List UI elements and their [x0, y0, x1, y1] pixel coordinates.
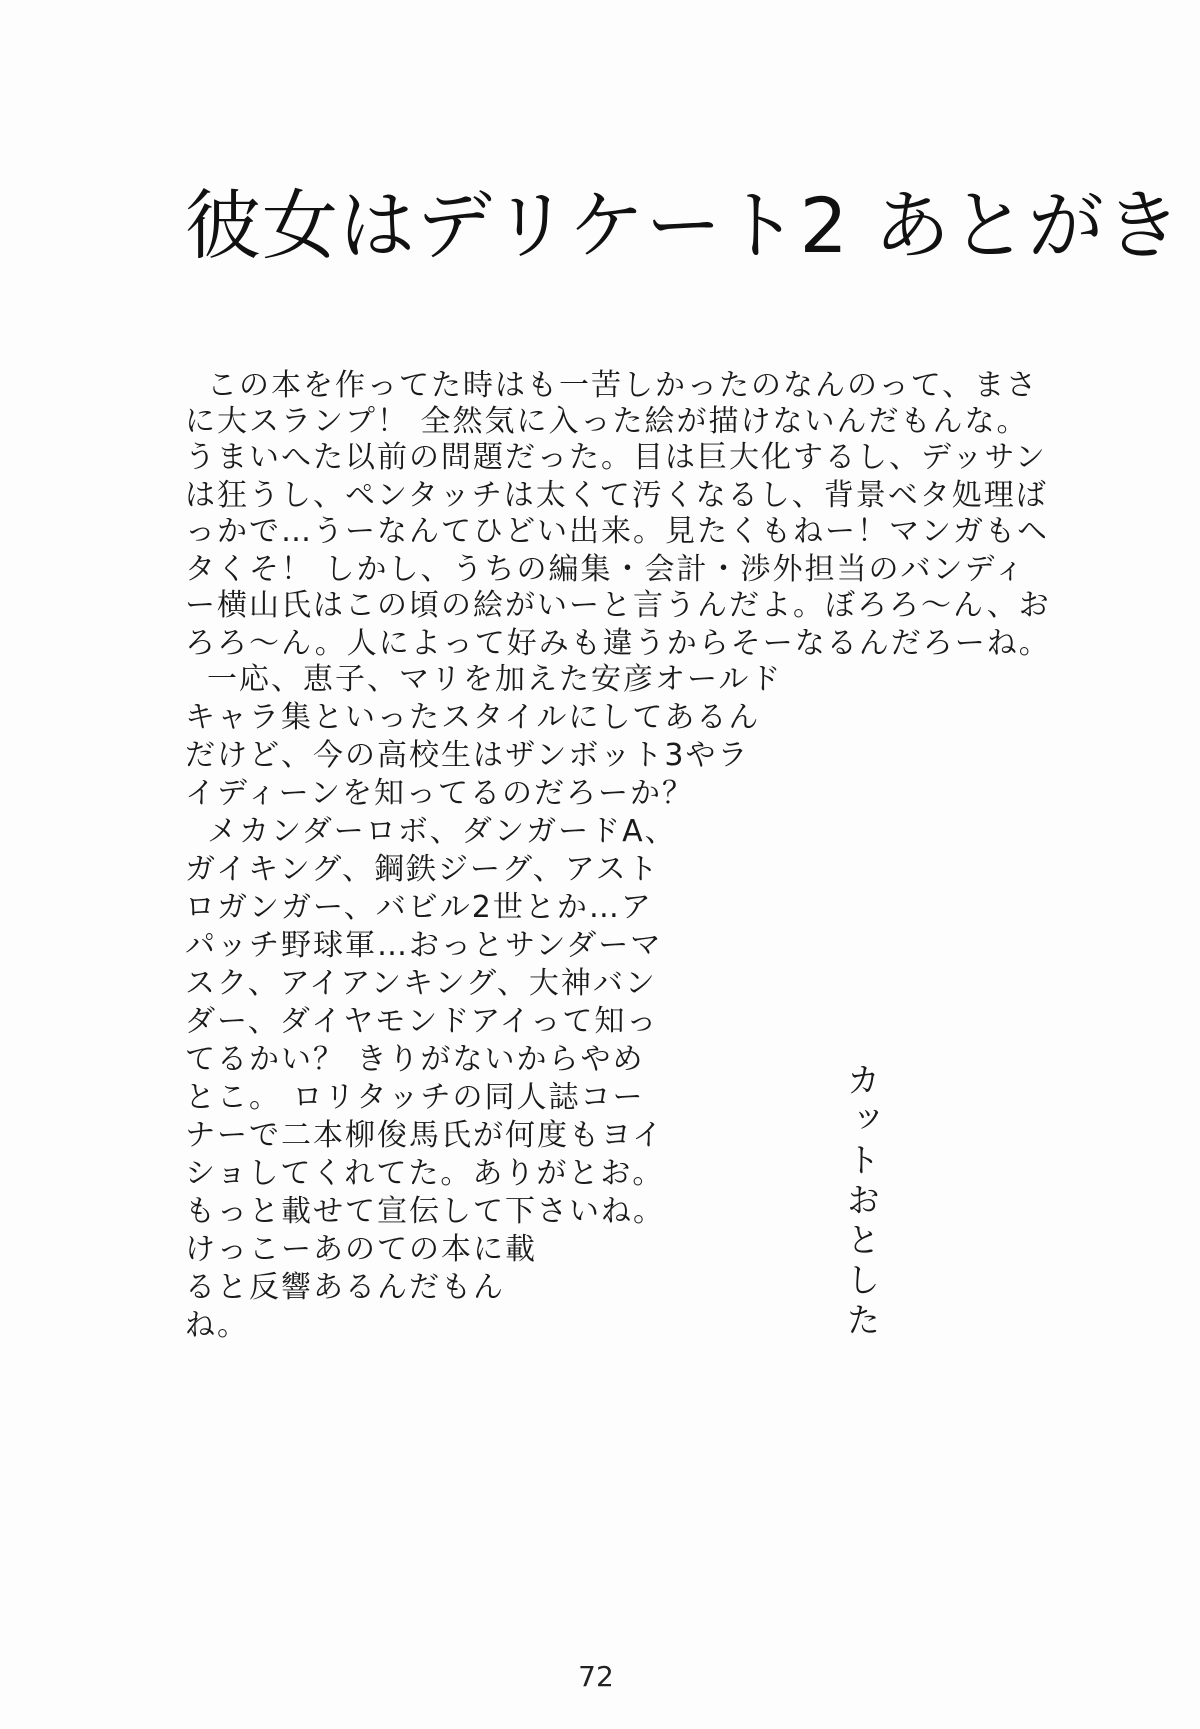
- body-line-8: ろろ〜ん。人によって好みも違うからそーなるんだろーね。: [185, 626, 1051, 661]
- body-line-20: とこ。 ロリタッチの同人誌コー: [185, 1080, 645, 1115]
- body-line-11: だけど、今の高校生はザンボット3やラ: [185, 738, 750, 773]
- body-line-22: ショしてくれてた。ありがとお。: [185, 1156, 665, 1191]
- body-line-19: てるかい？ きりがないからやめ: [185, 1042, 645, 1077]
- body-line-17: スク、アイアンキング、大神バン: [185, 966, 657, 1001]
- body-line-10: キャラ集といったスタイルにしてあるん: [185, 700, 761, 735]
- body-line-23: もっと載せて宣伝して下さいね。: [185, 1194, 665, 1229]
- body-line-18: ダー、ダイヤモンドアイって知っ: [185, 1004, 659, 1039]
- page-title: 彼女はデリケート2 あとがき: [185, 181, 1182, 270]
- body-line-9: 一応、恵子、マリを加えた安彦オールド: [207, 662, 783, 697]
- body-line-7: ー横山氏はこの頃の絵がいーと言うんだよ。ぼろろ〜ん、お: [185, 588, 1051, 623]
- body-line-13: メカンダーロボ、ダンガードA、: [207, 814, 677, 849]
- cut-dropped-note: カットおとした: [840, 1062, 880, 1342]
- body-line-21: ナーで二本柳俊馬氏が何度もヨイ: [185, 1118, 665, 1153]
- body-line-4: は狂うし、ペンタッチは太くて汚くなるし、背景ベタ処理ば: [185, 478, 1048, 513]
- body-line-15: ロガンガー、バビル2世とか…ア: [185, 890, 653, 925]
- body-line-5: っかで…うーなんてひどい出来。見たくもねー！マンガもヘ: [185, 514, 1049, 549]
- body-line-3: うまいへた以前の問題だった。目は巨大化するし、デッサン: [185, 440, 1047, 475]
- body-line-6: タくそ！ しかし、うちの編集・会計・渉外担当のバンディ: [185, 552, 1027, 587]
- body-line-16: パッチ野球軍…おっとサンダーマ: [185, 928, 663, 963]
- page-number: 72: [578, 1660, 614, 1693]
- body-line-1: この本を作ってた時はも一苦しかったのなんのって、まさ: [207, 368, 1039, 403]
- body-line-24: けっこーあのての本に載: [185, 1232, 537, 1267]
- body-line-14: ガイキング、鋼鉄ジーグ、アスト: [185, 852, 660, 887]
- body-line-25: ると反響あるんだもん: [185, 1270, 505, 1305]
- body-line-26: ね。: [185, 1308, 249, 1343]
- body-line-12: イディーンを知ってるのだろーか？: [185, 776, 694, 811]
- body-line-2: に大スランプ！ 全然気に入った絵が描けないんだもんな。: [185, 404, 1029, 439]
